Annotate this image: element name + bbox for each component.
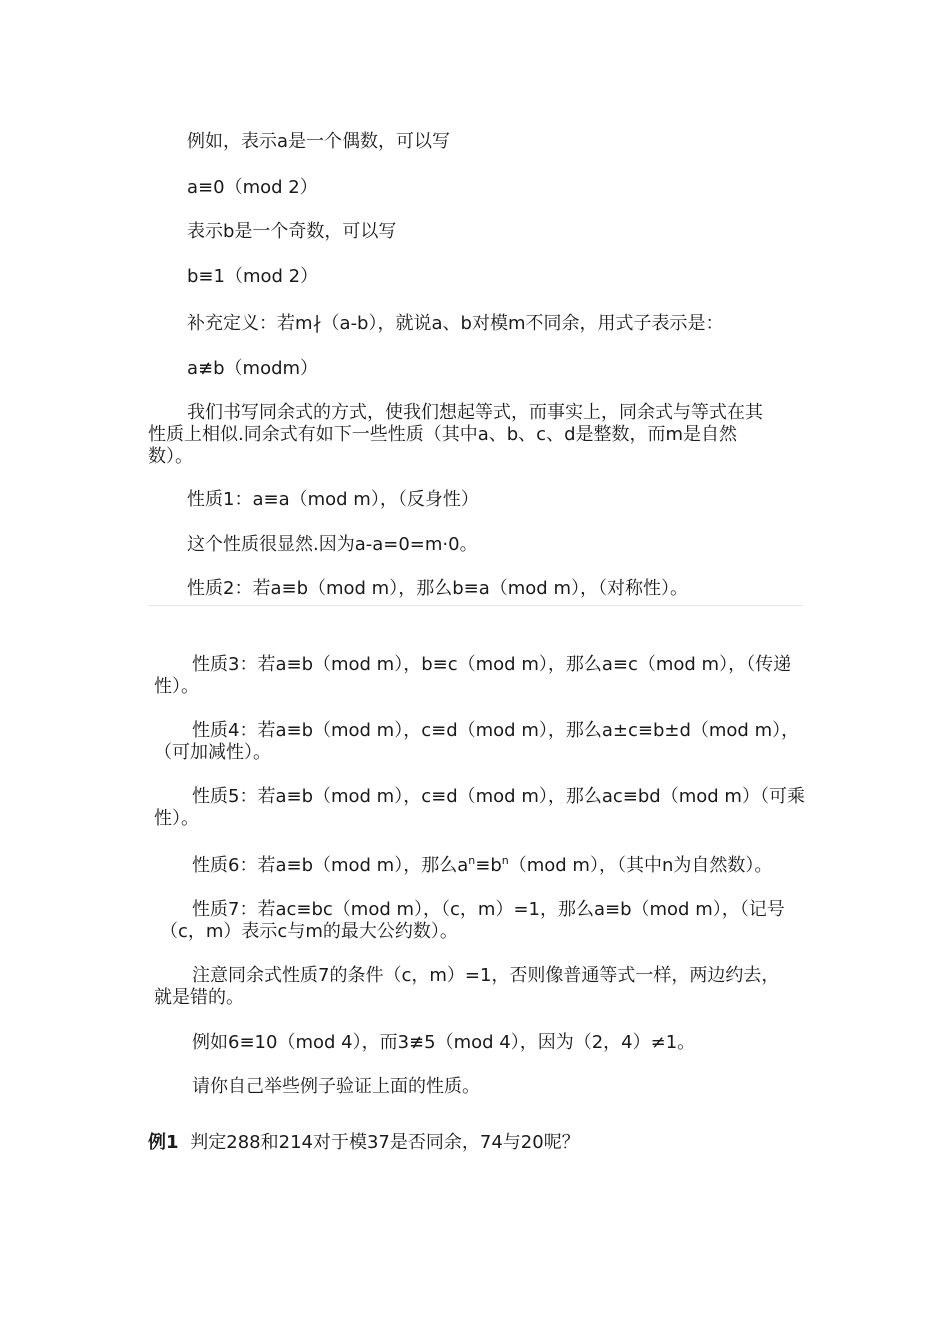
property-7: 性质7：若ac≡bc（mod m），（c，m）=1，那么a≡b（mod m），（记号 xyxy=(192,899,785,920)
formula-line: b≡1（mod 2） xyxy=(187,266,319,287)
example-label: 例1 xyxy=(148,1132,179,1153)
example-line: 例如6≡10（mod 4），而3≢5（mod 4），因为（2，4）≠1。 xyxy=(192,1032,696,1053)
paragraph-line: 我们书写同余式的方式，使我们想起等式，而事实上，同余式与等式在其 xyxy=(187,402,763,423)
property-4-cont: （可加减性）。 xyxy=(154,742,271,763)
text-line: 表示b是一个奇数，可以写 xyxy=(187,221,397,242)
property-5: 性质5：若a≡b（mod m），c≡d（mod m），那么ac≡bd（mod m）（可乘 xyxy=(192,786,805,807)
property-1-note: 这个性质很显然.因为a-a=0=m·0。 xyxy=(187,534,478,555)
text-line: 例如，表示a是一个偶数，可以写 xyxy=(187,131,451,152)
note-line: 注意同余式性质7的条件（c，m）=1，否则像普通等式一样，两边约去， xyxy=(192,965,780,986)
formula-line: a≡0（mod 2） xyxy=(187,177,318,198)
property-6 xyxy=(192,855,772,877)
property-7-cont: （c，m）表示c与m的最大公约数）。 xyxy=(160,921,458,942)
paragraph-line: 数）。 xyxy=(148,446,193,467)
definition-line: 补充定义：若m∤（a-b），就说a、b对模m不同余，用式子表示是： xyxy=(187,313,724,334)
formula-line: a≢b（modm） xyxy=(187,358,319,379)
property-2: 性质2：若a≡b（mod m），那么b≡a（mod m），（对称性）。 xyxy=(187,578,688,599)
property-3: 性质3：若a≡b（mod m），b≡c（mod m），那么a≡c（mod m），（传递 xyxy=(192,654,792,675)
property-3-cont: 性）。 xyxy=(154,676,199,697)
property-6-part: 性质6：若a≡b（mod m），那么a xyxy=(192,855,469,876)
note-line-cont: 就是错的。 xyxy=(154,987,244,1008)
example-text: 判定288和214对于模37是否同余，74与20呢？ xyxy=(190,1132,580,1153)
paragraph-line: 性质上相似.同余式有如下一些性质（其中a、b、c、d是整数，而m是自然 xyxy=(148,424,738,445)
exercise-line: 请你自己举些例子验证上面的性质。 xyxy=(192,1076,480,1097)
page-divider xyxy=(148,605,803,606)
example-1 xyxy=(148,1132,580,1154)
superscript: n xyxy=(501,854,509,867)
property-5-cont: 性）。 xyxy=(154,808,199,829)
property-1: 性质1：a≡a（mod m），（反身性） xyxy=(187,489,479,510)
superscript: n xyxy=(468,854,476,867)
property-6-part: ≡b xyxy=(475,855,502,876)
property-6-part: （mod m），（其中n为自然数）。 xyxy=(508,855,773,876)
property-4: 性质4：若a≡b（mod m），c≡d（mod m），那么a±c≡b±d（mod m）， xyxy=(192,720,800,741)
